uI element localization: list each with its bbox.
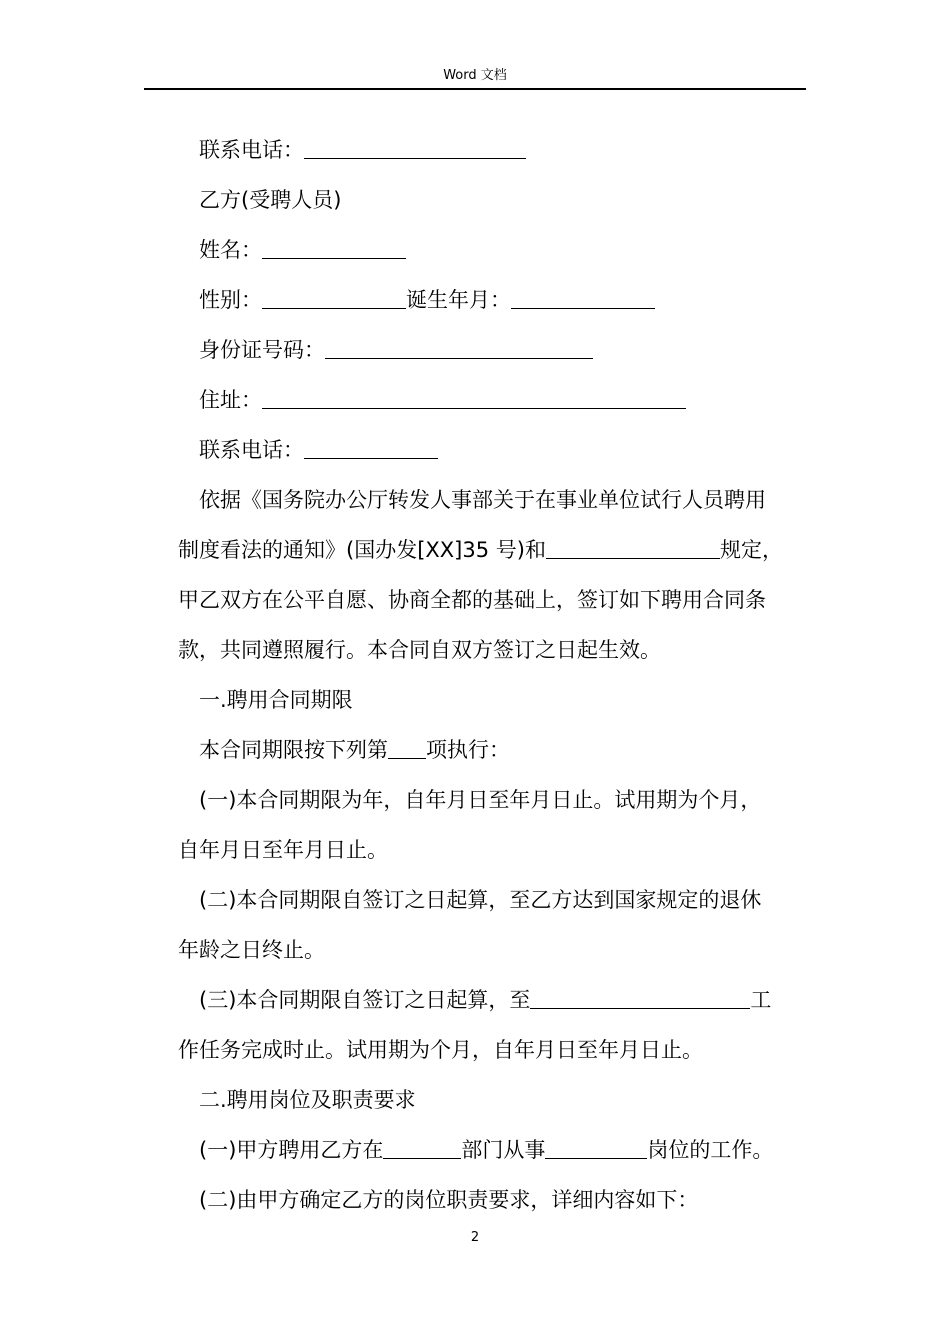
blank-underline: [262, 257, 406, 259]
paragraph-line: 作任务完成时止。试用期为个月，自年月日至年月日止。: [178, 1038, 703, 1062]
id-number-line: 身份证号码：: [178, 325, 808, 375]
section-heading: 二.聘用岗位及职责要求: [199, 1088, 416, 1112]
party-b-heading: 乙方(受聘人员): [199, 188, 342, 212]
paragraph-line: 本合同期限按下列第 项执行：: [199, 738, 510, 762]
blank-underline: [304, 157, 526, 159]
paragraph-line: 甲乙双方在公平自愿、协商全都的基础上，签订如下聘用合同条: [178, 588, 766, 612]
paragraph-line: 年龄之日终止。: [178, 938, 325, 962]
blank-underline: [388, 757, 426, 759]
blank-underline: [545, 1157, 647, 1159]
blank-underline: [546, 557, 720, 559]
contact-phone-line-1: 联系电话：: [178, 125, 808, 175]
section-heading: 一.聘用合同期限: [199, 688, 353, 712]
blank-underline: [530, 1007, 750, 1009]
paragraph-line: (二)本合同期限自签订之日起算，至乙方达到国家规定的退休: [199, 888, 762, 912]
paragraph-line: (三)本合同期限自签订之日起算，至 工: [199, 988, 772, 1012]
blank-underline: [262, 307, 406, 309]
paragraph-line: (二)由甲方确定乙方的岗位职责要求，详细内容如下：: [199, 1188, 699, 1212]
blank-underline: [383, 1157, 461, 1159]
paragraph-line: (一)甲方聘用乙方在 部门从事 岗位的工作。: [199, 1138, 774, 1162]
page-number: 2: [470, 1230, 480, 1245]
paragraph-line: 依据《国务院办公厅转发人事部关于在事业单位试行人员聘用: [199, 488, 766, 512]
blank-underline: [304, 457, 438, 459]
paragraph-line: (一)本合同期限为年，自年月日至年月日止。试用期为个月，: [199, 788, 762, 812]
name-line: 姓名：: [178, 225, 808, 275]
address-line: 住址：: [178, 375, 808, 425]
blank-underline: [262, 407, 686, 409]
paragraph-line: 款，共同遵照履行。本合同自双方签订之日起生效。: [178, 638, 661, 662]
blank-underline: [325, 357, 593, 359]
gender-birth-line: 性别： 诞生年月：: [178, 275, 808, 325]
document-body: [178, 125, 808, 1225]
header-title: Word 文档: [443, 68, 507, 83]
contact-phone-line-2: 联系电话：: [178, 425, 808, 475]
page-header: [144, 66, 806, 90]
paragraph-line: 制度看法的通知》(国办发[XX]35 号)和 规定，: [178, 538, 783, 562]
paragraph-line: 自年月日至年月日止。: [178, 838, 388, 862]
blank-underline: [511, 307, 655, 309]
